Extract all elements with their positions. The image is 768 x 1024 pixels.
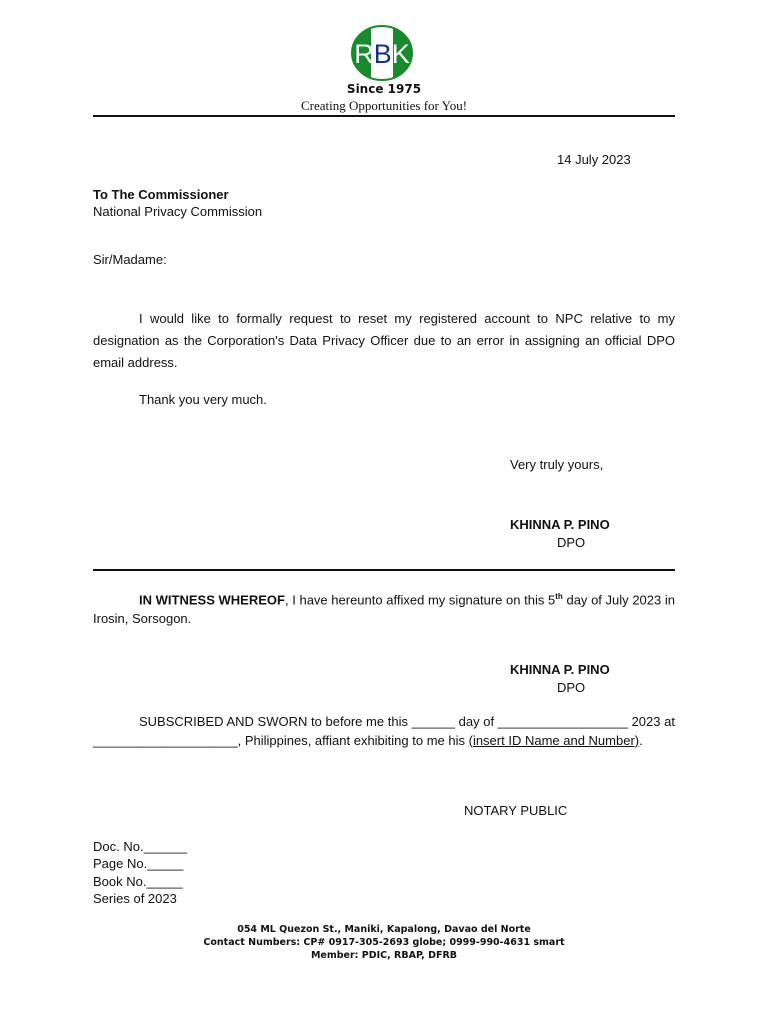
section-divider (93, 569, 675, 571)
notary-public: NOTARY PUBLIC (464, 803, 568, 818)
letter-thanks: Thank you very much. (139, 392, 267, 407)
recipient-title: To The Commissioner (93, 187, 229, 202)
witness-text-2: day of July 2023 in Irosin, Sorsogon. (93, 592, 675, 626)
witness-lead: IN WITNESS WHEREOF (139, 592, 285, 608)
witness-paragraph (93, 588, 675, 628)
doc-no: Doc. No.______ (93, 839, 187, 854)
witness-superscript: th (555, 592, 563, 601)
logo-text: RBK (354, 39, 410, 69)
book-no: Book No._____ (93, 874, 183, 889)
series: Series of 2023 (93, 891, 177, 906)
letter-date: 14 July 2023 (557, 152, 631, 167)
page-no: Page No._____ (93, 856, 184, 871)
witness-signatory-name: KHINNA P. PINO (510, 662, 610, 677)
footer-contact: Contact Numbers: CP# 0917-305-2693 globe; 0999-990-4631 smart (203, 937, 565, 948)
header-divider (93, 115, 675, 117)
footer-member: Member: PDIC, RBAP, DFRB (310, 950, 458, 961)
letter-closing: Very truly yours, (510, 457, 604, 472)
signatory-title: DPO (557, 535, 586, 550)
rbk-logo (350, 24, 414, 82)
witness-text-1: , I have hereunto affixed my signature on this 5 (284, 592, 556, 608)
witness-signatory-title: DPO (557, 680, 586, 695)
since-line: Since 1975 (346, 82, 422, 96)
recipient-org: National Privacy Commission (93, 204, 263, 219)
tagline: Creating Opportunities for You! (300, 98, 468, 113)
letter-body: I would like to formally request to reset my registered account to NPC relative to my designation as the Corporation's Data Privacy Officer due to an error in assigning an official DPO email address. (93, 311, 675, 370)
footer-address: 054 ML Quezon St., Maniki, Kapalong, Davao del Norte (237, 924, 531, 935)
jurat-text-1: SUBSCRIBED AND SWORN to before me this ______ day of __________________ 2023 at ____________________, Philippines, affiant exhibiting to me his (93, 714, 675, 748)
id-placeholder: (insert ID Name and Number) (468, 732, 640, 748)
salutation: Sir/Madame: (93, 252, 167, 267)
signatory-name: KHINNA P. PINO (510, 517, 610, 532)
jurat-text-2: . (639, 732, 643, 748)
jurat-paragraph (93, 713, 675, 750)
